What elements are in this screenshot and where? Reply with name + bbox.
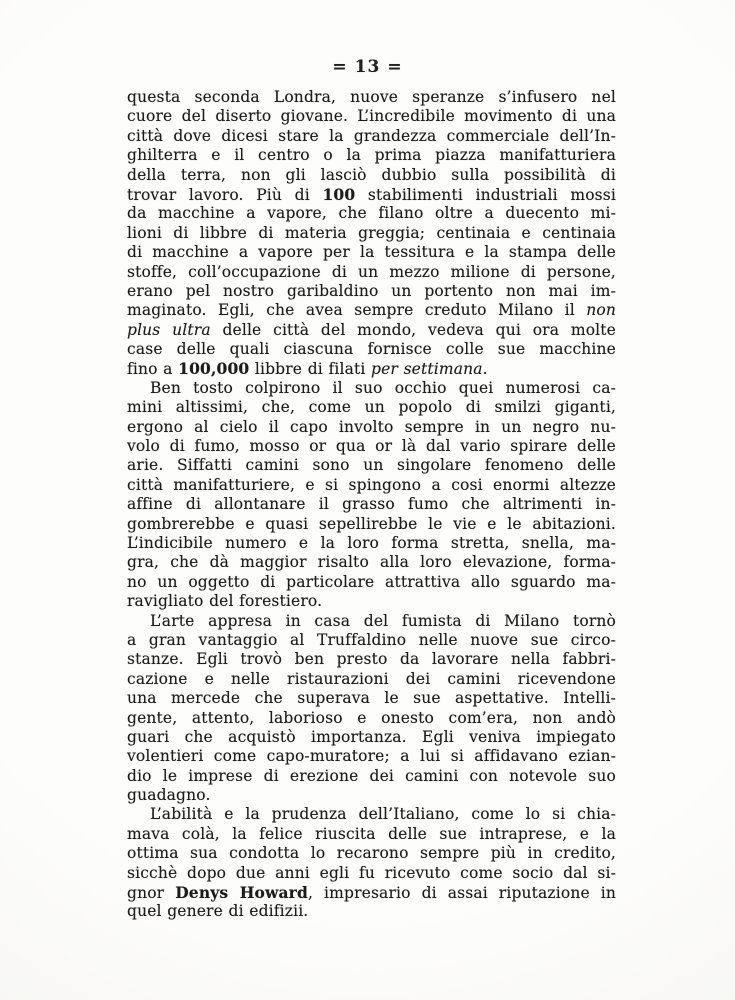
text-block — [127, 88, 616, 922]
text-segment: L’indicibile numero e la loro forma stretta, snella, ma- — [127, 533, 616, 552]
text-line — [127, 902, 616, 921]
text-line — [127, 689, 616, 708]
text-segment: volentieri come capo-muratore; a lui si affidavano ezian- — [127, 747, 616, 766]
text-segment: arie. Siffatti camini sono un singolare fenomeno delle — [127, 456, 616, 475]
text-segment: lioni di libbre di materia greggia; centinaia e centinaia — [127, 223, 616, 242]
text-line — [127, 747, 616, 766]
text-line — [127, 282, 616, 301]
text-line — [127, 146, 616, 165]
text-segment: ravigliato del forestiero. — [127, 592, 323, 611]
text-line — [127, 825, 616, 844]
text-segment: guari che acquistò importanza. Egli veniva impiegato — [127, 727, 616, 746]
text-segment: fino a — [127, 360, 179, 379]
text-line — [127, 185, 616, 204]
text-segment: case delle quali ciascuna fornisce colle sue macchine — [127, 340, 616, 359]
text-line — [127, 359, 616, 378]
text-segment: . — [482, 360, 488, 379]
text-segment: stabilimenti industriali mossi — [355, 185, 616, 204]
text-segment: da macchine a vapore, che filano oltre a duecento mi- — [127, 204, 616, 223]
text-segment: non — [586, 301, 616, 320]
text-line — [127, 398, 616, 417]
text-segment: Ben tosto colpirono il suo occhio quei numerosi ca- — [150, 378, 616, 397]
text-segment: ghilterra e il centro o la prima piazza manifatturiera — [127, 146, 616, 165]
text-segment: ergono al cielo il capo involto sempre in un negro nu- — [127, 417, 616, 436]
text-segment: per settimana — [371, 360, 483, 379]
text-segment: volo di fumo, mosso or qua or là dal vario spirare delle — [127, 437, 616, 456]
text-segment: quel genere di edifizii. — [127, 902, 309, 921]
text-line — [127, 340, 616, 359]
text-segment: città dove dicesi stare la grandezza commerciale dell’In- — [127, 126, 616, 145]
text-line — [127, 631, 616, 650]
text-segment: a gran vantaggio al Truffaldino nelle nuove sue circo- — [127, 630, 616, 649]
text-segment: ottima sua condotta lo recarono sempre più in credito, — [127, 844, 616, 863]
text-line — [127, 534, 616, 553]
text-line — [127, 573, 616, 592]
text-segment: città manifatturiere, e si spingono a cosi enormi altezze — [127, 475, 616, 494]
text-line — [127, 767, 616, 786]
text-line — [127, 321, 616, 340]
text-line — [127, 670, 616, 689]
text-segment: una mercede che superava le sue aspettative. Intelli- — [127, 689, 616, 708]
text-line — [127, 728, 616, 747]
text-segment: guadagno. — [127, 786, 211, 805]
text-line — [127, 650, 616, 669]
text-line — [127, 515, 616, 534]
text-segment: stoffe, coll’occupazione di un mezzo milione di persone, — [127, 262, 616, 281]
text-segment: gente, attento, laborioso e onesto com’era, non andò — [127, 708, 616, 727]
text-segment: delle città del mondo, vedeva qui ora molte — [210, 320, 616, 339]
text-line — [127, 476, 616, 495]
text-segment: cuore del diserto giovane. L’incredibile movimento di una — [127, 107, 616, 126]
text-line — [127, 883, 616, 902]
text-line — [127, 301, 616, 320]
text-line — [127, 437, 616, 456]
text-line — [127, 88, 616, 107]
text-segment: 100 — [322, 184, 356, 204]
text-segment: mini altissimi, che, come un popolo di smilzi giganti, — [127, 398, 616, 417]
text-segment: L’abilità e la prudenza dell’Italiano, come lo si chia- — [150, 805, 616, 824]
header-rule-left: = — [332, 57, 348, 77]
text-segment: no un oggetto di particolare attrattiva allo sguardo ma- — [127, 572, 616, 591]
text-segment: sicchè dopo due anni egli fu ricevuto come socio dal si- — [127, 863, 616, 882]
text-line — [127, 224, 616, 243]
text-segment: questa seconda Londra, nuove speranze s’infusero nel — [127, 88, 616, 106]
text-line — [127, 553, 616, 572]
text-segment: mava colà, la felice riuscita delle sue intraprese, e la — [127, 824, 616, 843]
text-segment: , impresario di assai riputazione in — [308, 884, 616, 903]
text-line — [127, 709, 616, 728]
text-line — [127, 243, 616, 262]
text-line — [127, 612, 616, 631]
text-segment: libbre di filati — [249, 360, 372, 379]
text-line — [127, 786, 616, 805]
text-line — [127, 495, 616, 514]
text-segment: gombrerebbe e quasi sepellirebbe le vie e le abitazioni. — [127, 514, 616, 533]
text-segment: maginato. Egli, che avea sempre creduto Milano il — [127, 301, 587, 320]
text-segment: Denys Howard — [175, 883, 308, 903]
text-line — [127, 864, 616, 883]
text-segment: plus ultra — [127, 320, 211, 339]
text-segment: di macchine a vapore per la tessitura e la stampa delle — [127, 243, 616, 262]
text-segment: 100,000 — [178, 359, 250, 379]
text-segment: dio le imprese di erezione dei camini con notevole suo — [127, 766, 616, 785]
text-line — [127, 456, 616, 475]
text-segment: affine di allontanare il grasso fumo che altrimenti in- — [127, 495, 616, 514]
text-line — [127, 805, 616, 824]
page-number: 13 — [354, 57, 381, 77]
page-number-header — [0, 57, 735, 77]
text-line — [127, 379, 616, 398]
text-segment: stanze. Egli trovò ben presto da lavorare nella fabbri- — [127, 650, 616, 669]
text-line — [127, 592, 616, 611]
text-line — [127, 107, 616, 126]
text-segment: cazione e nelle ristaurazioni dei camini ricevendone — [127, 669, 616, 688]
text-segment: erano pel nostro garibaldino un portento non mai im- — [127, 281, 616, 300]
text-segment: trovar lavoro. Più di — [127, 185, 323, 204]
text-line — [127, 844, 616, 863]
text-line — [127, 418, 616, 437]
header-rule-right: = — [387, 57, 403, 77]
text-line — [127, 263, 616, 282]
text-segment: gra, che dà maggior risalto alla loro elevazione, forma- — [127, 553, 616, 572]
text-line — [127, 127, 616, 146]
text-line — [127, 204, 616, 223]
text-segment: della terra, non gli lasciò dubbio sulla possibilità di — [127, 165, 616, 184]
text-segment: gnor — [127, 884, 176, 903]
text-line — [127, 166, 616, 185]
text-segment: L’arte appresa in casa del fumista di Milano tornò — [150, 611, 616, 630]
